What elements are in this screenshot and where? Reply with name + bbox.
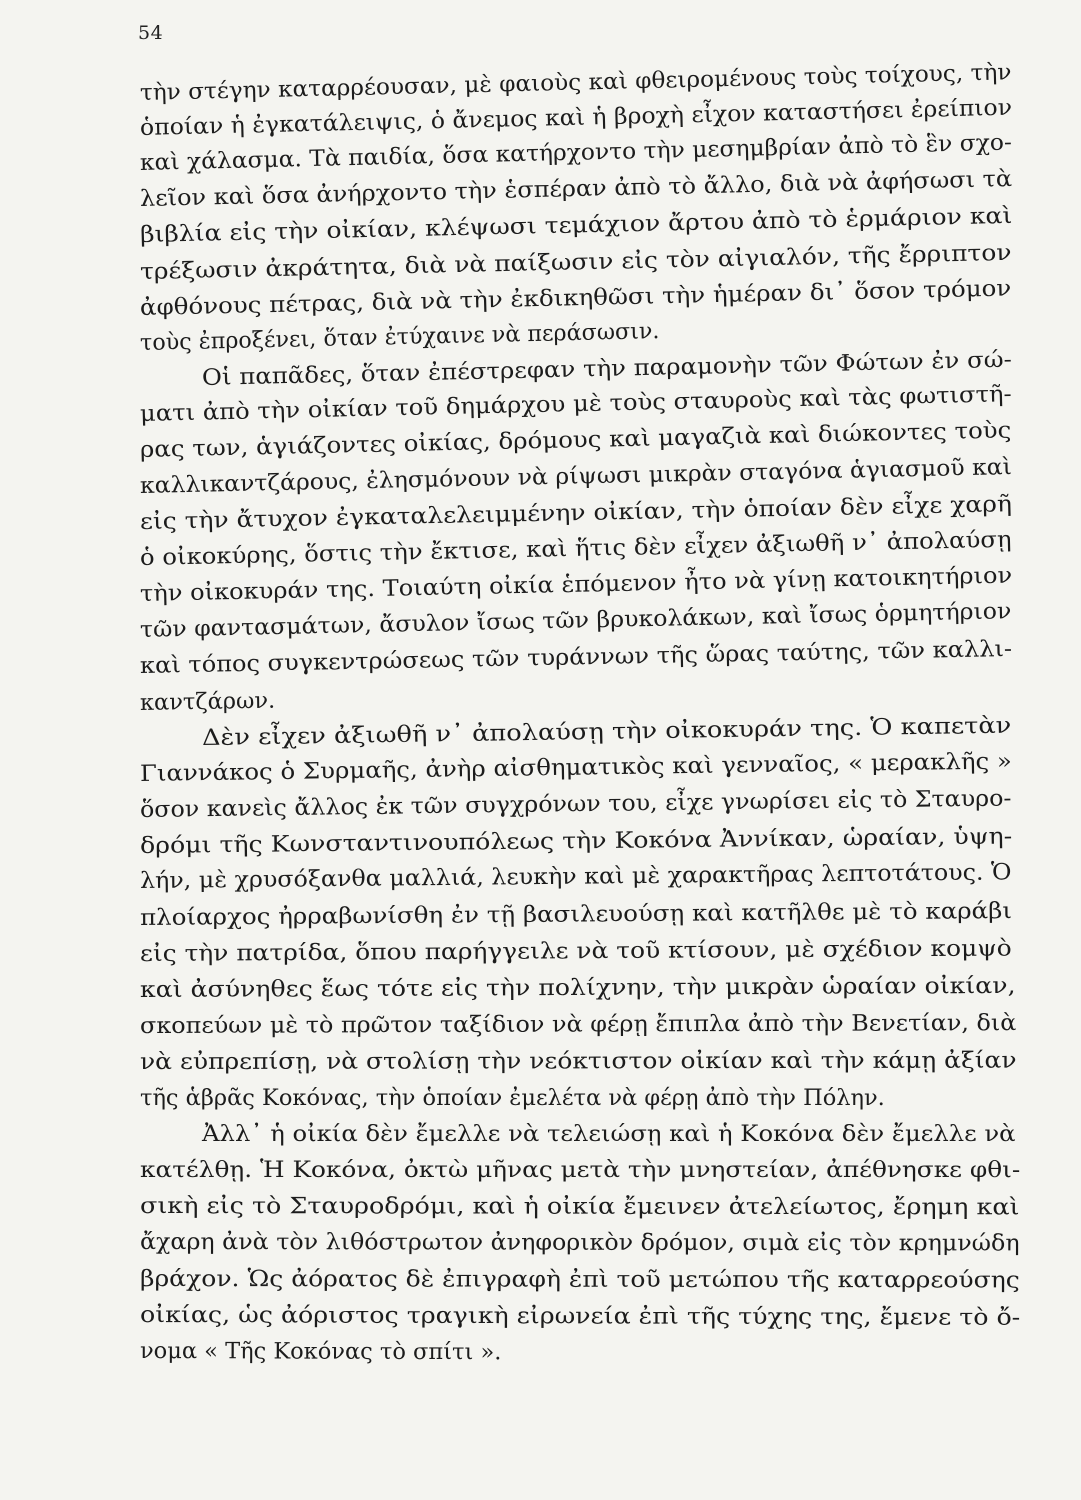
text-line: Οἱ παπᾶδες, ὅταν ἐπέστρεφαν τὴν παραμονὴν τῶν Φώτων ἐν σώ- — [201, 346, 1013, 391]
text-line: καλλικαντζάρους, ἐλησμόνουν νὰ ρίψωσι μικρὰν σταγόνα ἁγιασμοῦ καὶ — [139, 454, 1013, 499]
text-line: κατέλθῃ. Ἡ Κοκόνα, ὀκτὼ μῆνας μετὰ τὴν μνηστείαν, ἀπέθνησκε φθι- — [140, 1157, 1021, 1183]
text-line: Δὲν εἶχεν ἀξιωθῆ ν᾽ ἀπολαύσῃ τὴν οἰκοκυράν της. Ὁ καπετὰν — [201, 712, 1012, 751]
text-line: οἰκίας, ὡς ἀόριστος τραγικὴ εἰρωνεία ἐπὶ τῆς τύχης της, ἔμενε τὸ ὄ- — [139, 1302, 1021, 1331]
text-line: πλοίαρχος ἠρραβωνίσθη ἐν τῇ βασιλευούσῃ καὶ κατῆλθε μὲ τὸ καράβι — [139, 898, 1013, 931]
text-line: ὁ οἰκοκύρης, ὅστις τὴν ἔκτισε, καὶ ἥτις δὲν εἶχεν ἀξιωθῆ ν᾽ ἀπολαύσῃ — [139, 526, 1012, 571]
text-line: καὶ χάλασμα. Τὰ παιδία, ὅσα κατήρχοντο τὴν μεσημβρίαν ἀπὸ τὸ ἓν σχο- — [139, 129, 1013, 176]
text-line: καὶ τόπος συγκεντρώσεως τῶν τυράννων τῆς ὥρας ταύτης, τῶν καλλι- — [139, 635, 1013, 679]
text-line: ὅσον κανεὶς ἄλλος ἐκ τῶν συγχρόνων του, εἶχε γνωρίσει εἰς τὸ Σταυρο- — [139, 785, 1012, 823]
text-line: τῶν φαντασμάτων, ἄσυλον ἴσως τῶν βρυκολάκων, καὶ ἴσως ὁρμητήριον — [139, 598, 1012, 643]
text-line: εἰς τὴν ἄτυχον ἐγκαταλελειμμένην οἰκίαν, τὴν ὁποίαν δὲν εἶχε χαρῆ — [139, 491, 1013, 535]
text-line: καὶ ἀσύνηθες ἕως τότε εἰς τὴν πολίχνην, τὴν μικρὰν ὡραίαν οἰκίαν, — [139, 972, 1016, 1003]
text-line: ὁποίαν ἡ ἐγκατάλειψις, ὁ ἄνεμος καὶ ἡ βροχὴ εἶχον καταστήσει ἐρείπιον — [139, 94, 1013, 141]
text-line: τοὺς ἐπροξένει, ὅταν ἐτύχαινε νὰ περάσωσιν. — [139, 318, 660, 356]
text-line: ρας των, ἁγιάζοντες οἰκίας, δρόμους καὶ μαγαζιὰ καὶ διώκοντες τοὺς — [139, 417, 1012, 463]
text-line: λεῖον καὶ ὅσα ἀνήρχοντο τὴν ἑσπέραν ἀπὸ τὸ ἄλλο, διὰ νὰ ἀφήσωσι τὰ — [139, 166, 1013, 212]
text-line: βράχον. Ὡς ἀόρατος δὲ ἐπιγραφὴ ἐπὶ τοῦ μετώπου τῆς καταρρεούσης — [139, 1266, 1020, 1294]
text-line: τὴν στέγην καταρρέουσαν, μὲ φαιοὺς καὶ φθειρομένους τοὺς τοίχους, τὴν — [139, 59, 1012, 106]
text-line: ματι ἀπὸ τὴν οἰκίαν τοῦ δημάρχου μὲ τοὺς σταυροὺς καὶ τὰς φωτιστῆ- — [139, 381, 1013, 427]
text-line: εἰς τὴν πατρίδα, ὅπου παρήγγειλε νὰ τοῦ κτίσουν, μὲ σχέδιον κομψὸ — [139, 935, 1012, 967]
text-line: νὰ εὐπρεπίσῃ, νὰ στολίσῃ τὴν νεόκτιστον οἰκίαν καὶ τὴν κάμῃ ἀξίαν — [139, 1047, 1017, 1075]
text-line: Ἀλλ᾽ ἡ οἰκία δὲν ἔμελλε νὰ τελειώσῃ καὶ ἡ Κοκόνα δὲν ἔμελλε νὰ — [202, 1121, 1016, 1147]
text-line: τῆς ἁβρᾶς Κοκόνας, τὴν ὁποίαν ἐμελέτα νὰ φέρῃ ἀπὸ τὴν Πόλην. — [140, 1085, 885, 1111]
text-line: τρέξωσιν ἀκράτητα, διὰ νὰ παίξωσιν εἰς τὸν αἰγιαλόν, τῆς ἔρριπτον — [139, 239, 1012, 285]
text-line: ἄχαρη ἀνὰ τὸν λιθόστρωτον ἀνηφορικὸν δρόμον, σιμὰ εἰς τὸν κρημνώδη — [139, 1229, 1020, 1257]
text-line: λήν, μὲ χρυσόξανθα μαλλιά, λευκὴν καὶ μὲ χαρακτῆρας λεπτοτάτους. Ὁ — [139, 859, 1012, 894]
text-line: σικὴ εἰς τὸ Σταυροδρόμι, καὶ ἡ οἰκία ἔμεινεν ἀτελείωτος, ἔρημη καὶ — [139, 1193, 1020, 1221]
text-line: καντζάρων. — [139, 687, 276, 716]
text-line: ἀφθόνους πέτρας, διὰ νὰ τὴν ἐκδικηθῶσι τὴν ἡμέραν δι᾽ ὅσον τρόμον — [139, 275, 1012, 321]
text-line: τὴν οἰκοκυράν της. Τοιαύτη οἰκία ἑπόμενον ἦτο νὰ γίνῃ κατοικητήριον — [139, 562, 1013, 607]
text-line: Γιαννάκος ὁ Συρμαῆς, ἀνὴρ αἰσθηματικὸς καὶ γενναῖος, « μερακλῆς » — [139, 748, 1013, 787]
text-line: δρόμι τῆς Κωνσταντινουπόλεως τὴν Κοκόνα Ἀννίκαν, ὡραίαν, ὑψη- — [139, 823, 1013, 859]
page-number: 54 — [138, 22, 164, 44]
text-line: νομα « Τῆς Κοκόνας τὸ σπίτι ». — [139, 1338, 502, 1366]
text-line: βιβλία εἰς τὴν οἰκίαν, κλέψωσι τεμάχιον ἄρτου ἀπὸ τὸ ἑρμάριον καὶ — [139, 202, 1013, 248]
text-line: σκοπεύων μὲ τὸ πρῶτον ταξίδιον νὰ φέρῃ ἔπιπλα ἀπὸ τὴν Βενετίαν, διὰ — [139, 1010, 1017, 1039]
